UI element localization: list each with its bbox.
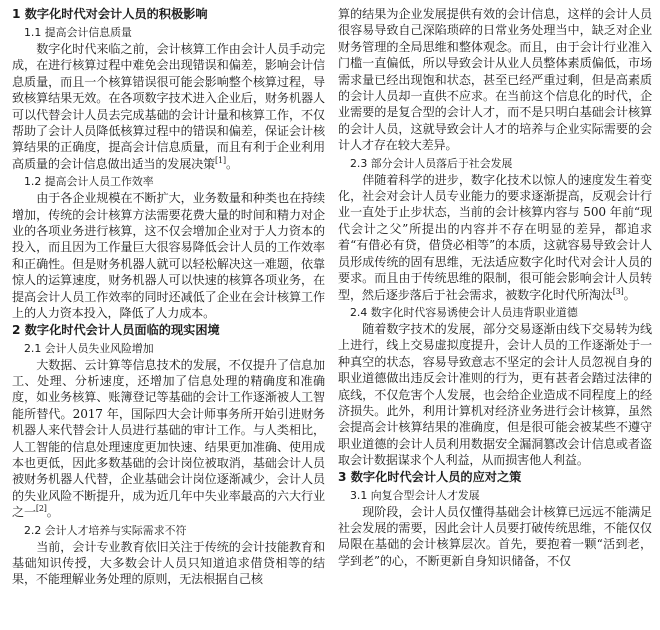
subsection-1-2-heading: 1.2 提高会计人员工作效率 <box>24 175 154 189</box>
subsection-3-1-heading: 3.1 向复合型会计人才发展 <box>350 488 480 502</box>
citation-2: [2] <box>35 504 47 514</box>
section-3-heading: 3 数字化时代会计人员的应对之策 <box>338 469 522 484</box>
paragraph-2-3-text: 伴随着科学的进步，数字化技术以惊人的速度发生着变化，社会对会计人员专业能力的要求逐渐提高，反观会计行业一直处于止步状态，当前的会计核算内容与 500 年前“现代会计之父”所提出的内容并不存在明显的差异，都追求着“有借必有贷，借贷必相等”的本质，这就容易导致会计人员形成传统的固有思维，无法适应数字化时代对会计人员的要求。而且由于传统思维的限制，很可能会影响会计人员转型，然后逐步落后于社会需求，被数字化时代所淘汰 <box>338 172 652 302</box>
paragraph-2-3-end: 。 <box>623 287 636 302</box>
paragraph-2-2: 当前，会计专业教育依旧关注于传统的会计技能教育和基础知识传授，大多数会计人员只知道追求借贷相等的结果，不能理解业务处理的原则，无法根据自己核 <box>12 539 325 587</box>
citation-3: [3] <box>612 286 624 296</box>
paragraph-2-1-text: 大数据、云计算等信息技术的发展，不仅提升了信息加工、处理、分析速度，还增加了信息处理的精确度和准确度，如业务核算、账簿登记等基础的会计工作逐渐被人工智能所替代。2017 年，国际四大会计师事务所开始引进财务机器人来代替会计人员进行基础的审计工作。与人类相比，人工智能的信息处理速度更加快速、结果更加准确、使用成本也更低，因此多数基础的会计岗位被取消，基础会计人员被财务机器人代替，企业基础会计岗位逐渐减少，会计人员的失业风险不断提升，成为近几年中失业率最高的六大行业之一 <box>12 357 325 520</box>
paragraph-2-2-continued: 算的结果为企业发展提供有效的会计信息，这样的会计人员很容易导致自己深陷琐碎的日常业务处理当中，缺乏对企业财务管理的全局思维和整体观念。而且，由于会计行业准入门槛一直偏低，所以导致会计从业人员整体素质偏低，市场需求量已经出现饱和状态，甚至已经严重过剩，但是高素质的会计人员却一直供不应求。在当前这个信息化的时代，企业需要的是复合型的会计人才，而不是只明白基础会计核算的会计人员，这就导致会计人才的培养与企业实际需要的会计人才存在较大差异。 <box>338 7 652 153</box>
paragraph-1-1 <box>12 41 325 172</box>
section-2-heading: 2 数字化时代会计人员面临的现实困境 <box>12 322 220 337</box>
subsection-2-3-heading: 2.3 部分会计人员落后于社会发展 <box>350 156 513 170</box>
subsection-2-2-heading: 2.2 会计人才培养与实际需求不符 <box>24 523 187 537</box>
citation-1: [1] <box>215 155 226 165</box>
subsection-2-1-heading: 2.1 会计人员失业风险增加 <box>24 341 154 355</box>
left-column <box>12 6 325 588</box>
right-column <box>338 6 652 569</box>
subsection-1-1-heading: 1.1 提高会计信息质量 <box>24 26 132 39</box>
paragraph-2-4: 随着数字技术的发展，部分交易逐渐由线下交易转为线上进行，线上交易虚拟度提升，会计人员的工作逐渐处于一种真空的状态，容易导致意志不坚定的会计人员忽视自身的职业道德做出违反会计准则的行为，更有甚者会踏过法律的底线，不仅危害个人发展，也会给企业造成不同程度上的经济损失。此外，利用计算机对经济业务进行会计核算，虽然会提高会计核算结果的准确度，但是很可能会被某些不遵守职业道德的会计人员利用数据安全漏洞篡改会计信息或者盗取会计数据谋求个人利益，从而损害他人利益。 <box>338 321 652 468</box>
subsection-2-4-heading: 2.4 数字化时代容易诱使会计人员违背职业道德 <box>350 305 578 319</box>
paragraph-1-1-text: 数字化时代来临之前，会计核算工作由会计人员手动完成，在进行核算过程中难免会出现错误和偏差，影响会计信息质量，而且一个核算错误很可能会影响整个核算过程，导致核算结果无效。在各项数字技术进入企业后，财务机器人可以代替会计人员去完成基础的会计计量和核算工作，不仅帮助了会计人员降低核算过程中的错误和偏差，保证会计核算结果的正确度，提高会计信息质量，而且有利于企业利用高质量的会计信息做出适当的发展决策 <box>12 42 325 171</box>
paragraph-1-2: 由于各企业规模在不断扩大，业务数量和种类也在持续增加，传统的会计核算方法需要花费大量的时间和精力对企业的各项业务进行核算，这不仅会增加企业对于人力资本的投入，而且因为工作量巨大很容易降低会计人员的工作效率和正确性。但是财务机器人就可以轻松解决这一难题，依靠惊人的运算速度，财务机器人可以快速的核算各项业务，在提高会计人员工作效率的同时还减低了企业在会计核算工作上的人力资本投入，降低了人力成本。 <box>12 191 325 321</box>
section-1-heading: 1 数字化时代对会计人员的积极影响 <box>12 7 208 21</box>
paragraph-1-1-end: 。 <box>225 156 238 171</box>
paragraph-2-3 <box>338 172 652 303</box>
paragraph-2-1-end: 。 <box>46 505 59 520</box>
paragraph-2-1 <box>12 357 325 521</box>
paragraph-3-1: 现阶段，会计人员仅懂得基础会计核算已远远不能满足社会发展的需要，因此会计人员要打破传统思维，不能仅仅局限在基础的会计核算层次。首先，要抱着一颗“活到老，学到老”的心，不断更新自身知识储备，不仅 <box>338 504 652 568</box>
